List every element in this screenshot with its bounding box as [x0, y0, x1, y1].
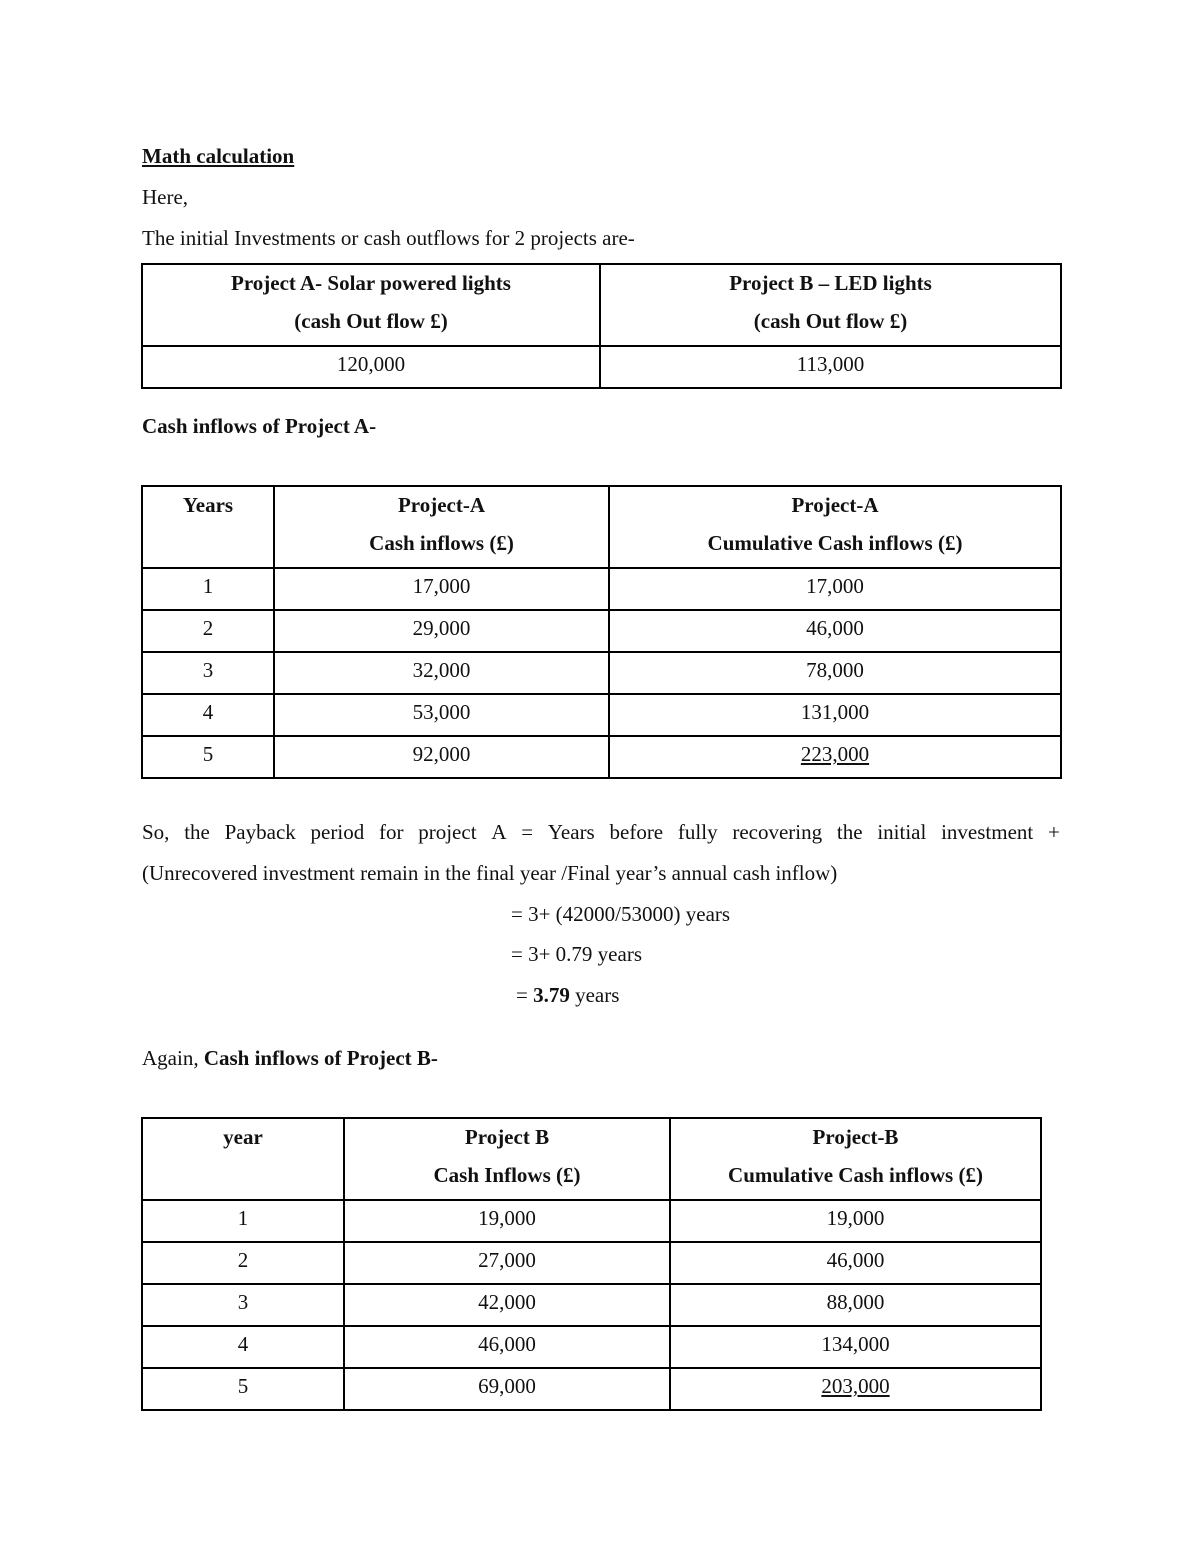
- year-cell: 4: [142, 1326, 344, 1368]
- word: project: [418, 820, 477, 844]
- table-row: [142, 568, 1061, 610]
- header-line: Project A- Solar powered lights: [231, 271, 511, 295]
- project-b-heading-text: Cash inflows of Project B-: [203, 1046, 438, 1070]
- cumulative-cell: [609, 736, 1061, 778]
- table-row: [142, 1326, 1041, 1368]
- year-cell: 5: [142, 1368, 344, 1410]
- header-line: year: [223, 1125, 263, 1149]
- project-b-header-cell: [600, 264, 1061, 346]
- cumulative-cell: 46,000: [670, 1242, 1041, 1284]
- word: A: [491, 820, 507, 844]
- header-line: Cumulative Cash inflows (£): [707, 531, 963, 555]
- again-text: Again,: [142, 1046, 204, 1070]
- payback-step-1: = 3+ (42000/53000) years: [511, 902, 731, 926]
- project-a-header-cell: [142, 264, 600, 346]
- inflow-cell: 32,000: [274, 652, 609, 694]
- word: fully: [677, 820, 718, 844]
- project-b-table: [141, 1117, 1042, 1411]
- word: Payback: [224, 820, 296, 844]
- cumulative-cell: 78,000: [609, 652, 1061, 694]
- payback-step-2: = 3+ 0.79 years: [511, 942, 642, 966]
- years-header: [142, 1118, 344, 1200]
- word: before: [609, 820, 664, 844]
- table-row: [142, 1368, 1041, 1410]
- inflow-cell: 46,000: [344, 1326, 670, 1368]
- table-row: [142, 1242, 1041, 1284]
- inflow-cell: 92,000: [274, 736, 609, 778]
- header-line: Years: [182, 493, 234, 517]
- payback-result: [516, 983, 619, 1008]
- cumulative-total: 203,000: [821, 1374, 890, 1398]
- inflow-cell: 69,000: [344, 1368, 670, 1410]
- word: the: [836, 820, 863, 844]
- inflow-header: [344, 1118, 670, 1200]
- word: Years: [547, 820, 595, 844]
- inflow-cell: 42,000: [344, 1284, 670, 1326]
- cumulative-header: [609, 486, 1061, 568]
- result-value: 3.79: [533, 983, 570, 1007]
- cumulative-cell: [670, 1368, 1041, 1410]
- cumulative-cell: 88,000: [670, 1284, 1041, 1326]
- inflow-cell: 29,000: [274, 610, 609, 652]
- inflow-cell: 17,000: [274, 568, 609, 610]
- cumulative-cell: 131,000: [609, 694, 1061, 736]
- years-header: [142, 486, 274, 568]
- intro-text: The initial Investments or cash outflows for 2 projects are-: [142, 226, 635, 250]
- word: recovering: [732, 820, 823, 844]
- payback-line-2: (Unrecovered investment remain in the final year /Final year’s annual cash inflow): [142, 861, 838, 885]
- project-a-table: [141, 485, 1062, 779]
- cumulative-cell: 134,000: [670, 1326, 1041, 1368]
- header-line: (cash Out flow £): [753, 309, 908, 333]
- inflow-cell: 19,000: [344, 1200, 670, 1242]
- cumulative-cell: 19,000: [670, 1200, 1041, 1242]
- investment-cell: 120,000: [142, 346, 600, 388]
- year-cell: 5: [142, 736, 274, 778]
- here-text: Here,: [142, 185, 189, 209]
- cumulative-total: 223,000: [800, 742, 870, 766]
- year-cell: 2: [142, 1242, 344, 1284]
- header-line: Project-A: [397, 493, 486, 517]
- header-line: Cash inflows (£): [369, 531, 514, 555]
- year-cell: 4: [142, 694, 274, 736]
- result-prefix: =: [516, 983, 534, 1007]
- word: the: [184, 820, 210, 844]
- header-line: Project-B: [812, 1125, 899, 1149]
- project-b-heading: [142, 1046, 438, 1071]
- cumulative-cell: 46,000: [609, 610, 1061, 652]
- table-row: [142, 1284, 1041, 1326]
- result-suffix: years: [569, 983, 620, 1007]
- year-cell: 1: [142, 1200, 344, 1242]
- table-row: [142, 1200, 1041, 1242]
- investment-cell: 113,000: [600, 346, 1061, 388]
- header-line: Cash Inflows (£): [433, 1163, 581, 1187]
- header-line: (cash Out flow £): [294, 309, 448, 333]
- header-line: Project-A: [791, 493, 879, 517]
- header-line: Project B: [464, 1125, 550, 1149]
- table-row: [142, 652, 1061, 694]
- cumulative-header: [670, 1118, 1041, 1200]
- word: +: [1048, 820, 1060, 844]
- inflow-cell: 53,000: [274, 694, 609, 736]
- table-row: [142, 694, 1061, 736]
- year-cell: 1: [142, 568, 274, 610]
- year-cell: 3: [142, 652, 274, 694]
- table-row: [142, 736, 1061, 778]
- word: So,: [142, 820, 170, 844]
- table-row: [142, 610, 1061, 652]
- header-line: Cumulative Cash inflows (£): [728, 1163, 983, 1187]
- word: investment: [941, 820, 1034, 844]
- word: period: [310, 820, 365, 844]
- inflow-cell: 27,000: [344, 1242, 670, 1284]
- word: =: [521, 820, 534, 844]
- word: initial: [877, 820, 927, 844]
- payback-line-1: [142, 820, 1060, 845]
- cumulative-cell: 17,000: [609, 568, 1061, 610]
- investment-table: [141, 263, 1062, 389]
- year-cell: 2: [142, 610, 274, 652]
- header-line: Project B – LED lights: [729, 271, 932, 295]
- year-cell: 3: [142, 1284, 344, 1326]
- page-title: Math calculation: [142, 144, 295, 168]
- inflow-header: [274, 486, 609, 568]
- word: for: [378, 820, 404, 844]
- project-a-heading: Cash inflows of Project A-: [142, 414, 377, 438]
